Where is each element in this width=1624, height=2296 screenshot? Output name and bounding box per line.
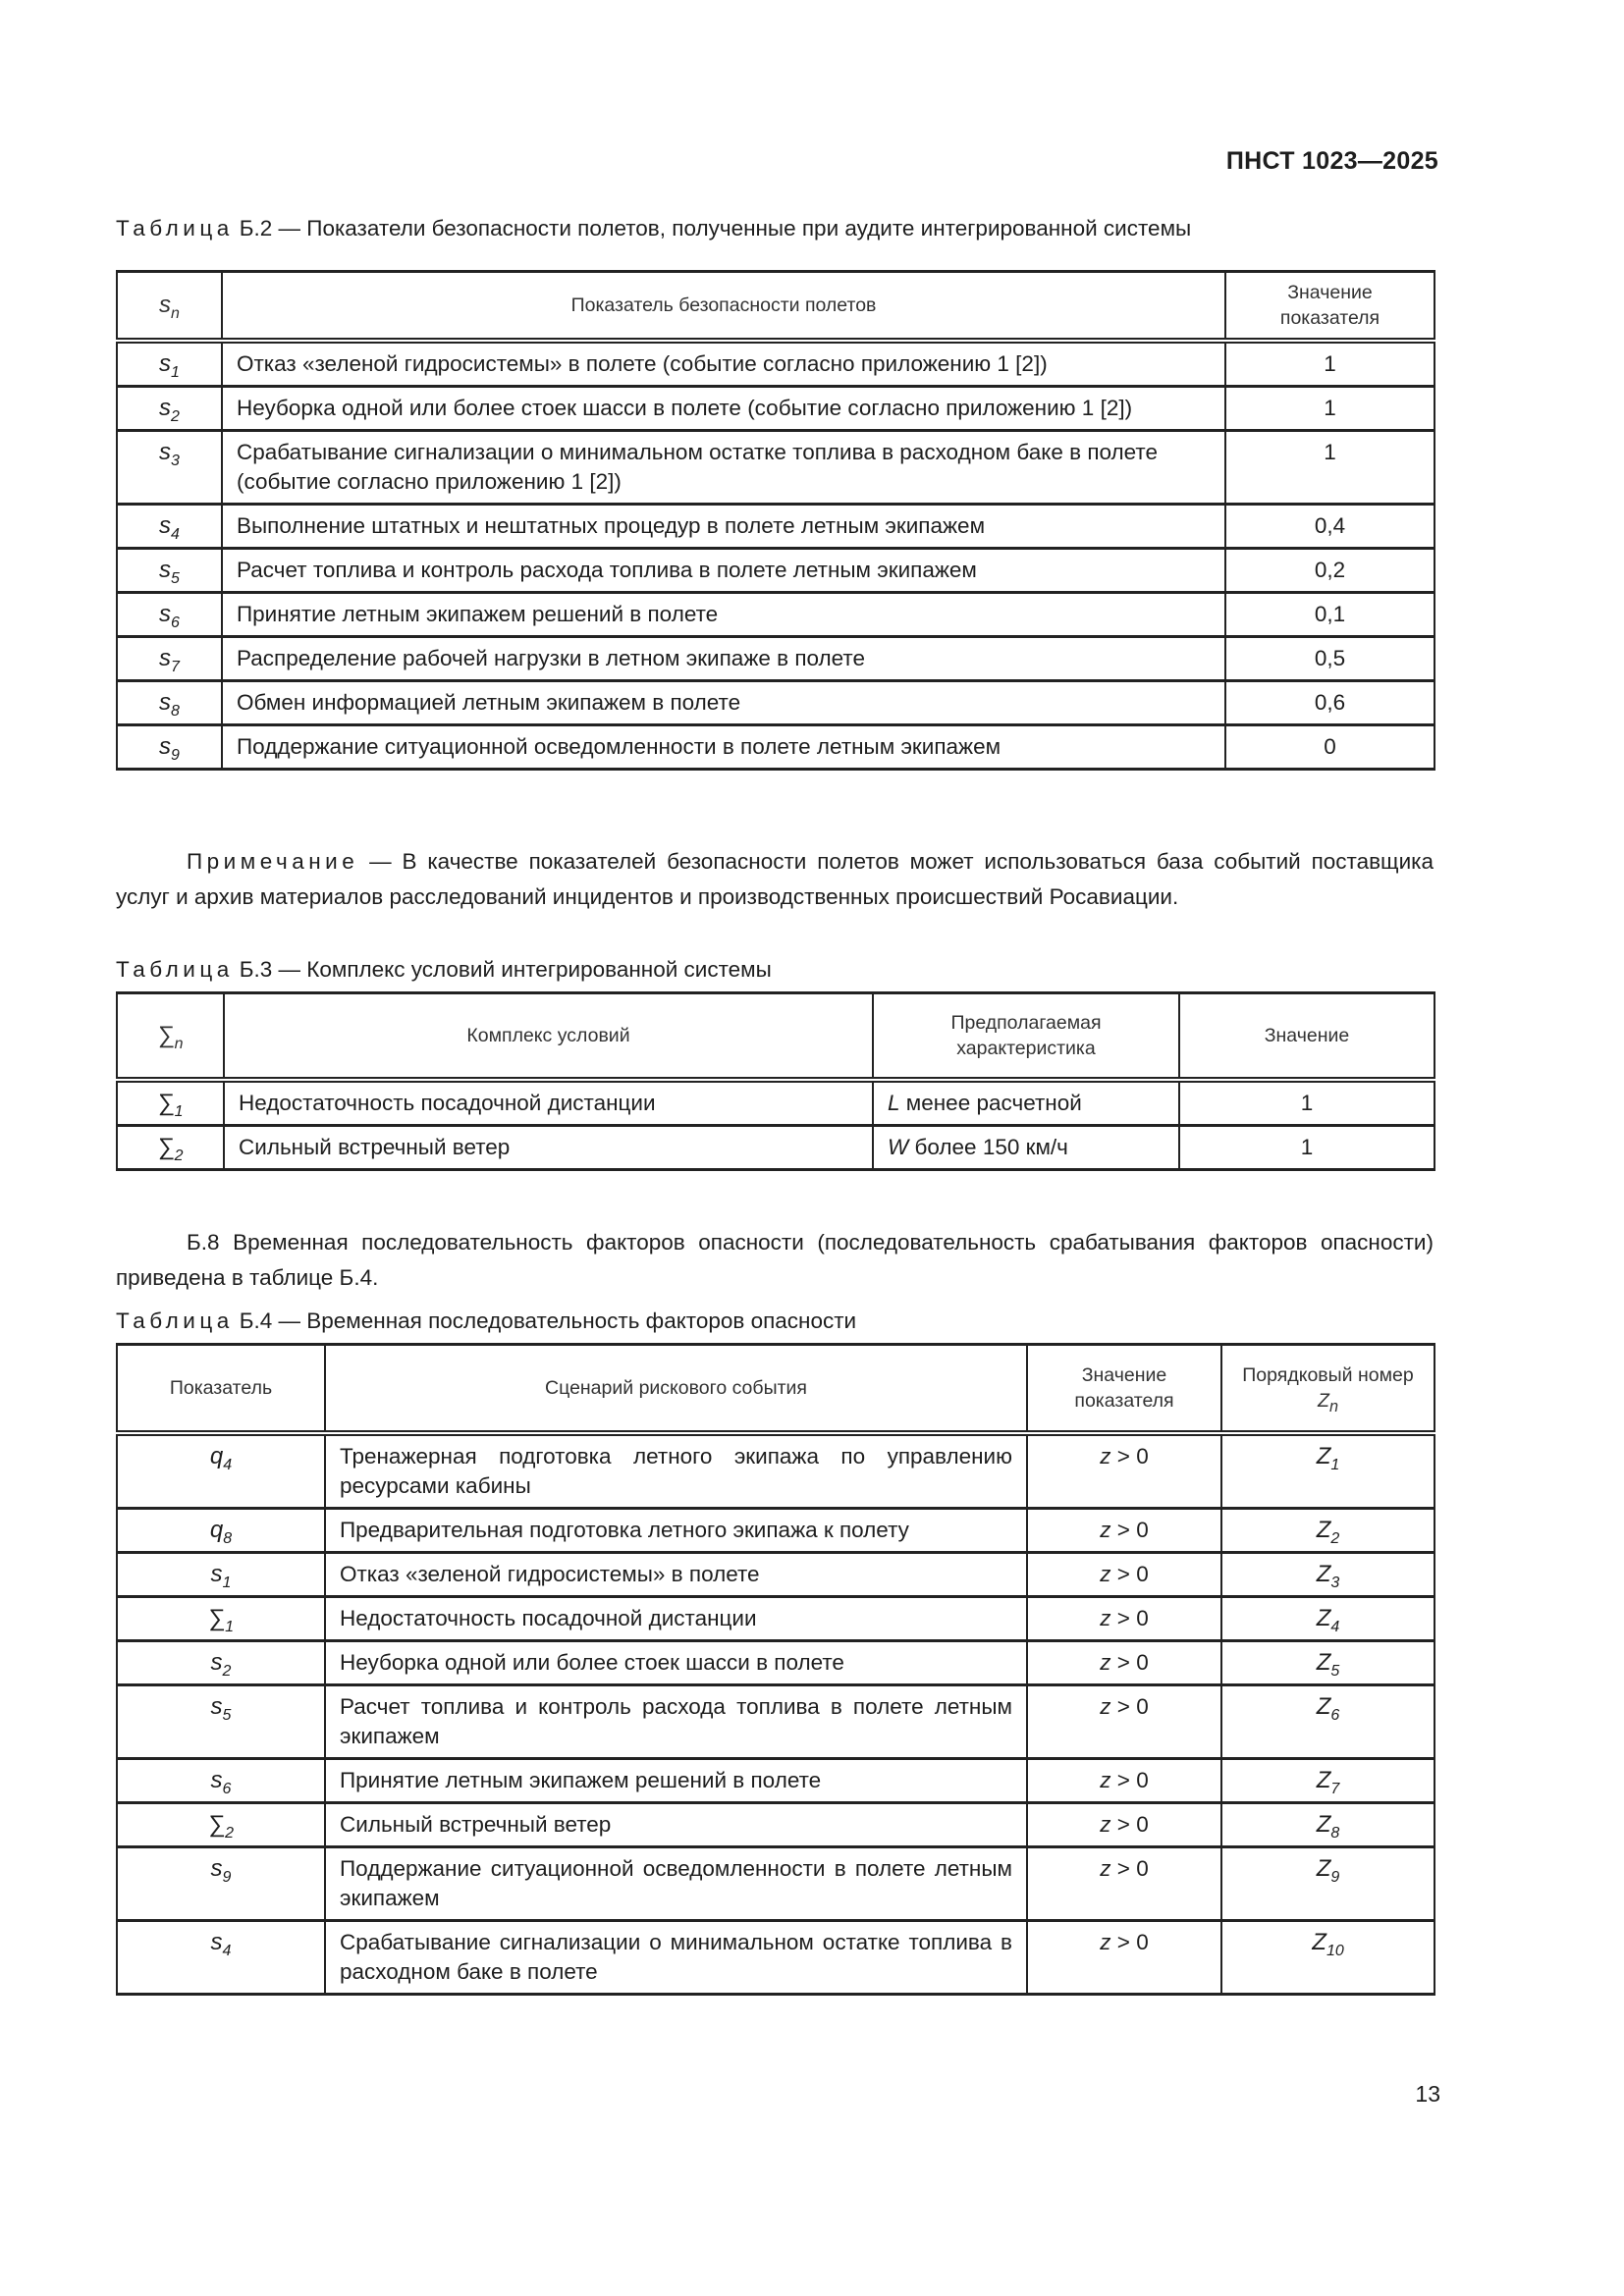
note-label: Примечание <box>187 849 359 874</box>
indicator-text: Принятие летным экипажем решений в полете <box>222 592 1225 636</box>
header-value: Значение показателя <box>1225 272 1435 341</box>
scenario-text: Отказ «зеленой гидросистемы» в полете <box>325 1552 1027 1596</box>
scenario-text: Принятие летным экипажем решений в полете <box>325 1758 1027 1802</box>
indicator-text: Неуборка одной или более стоек шасси в полете (событие согласно приложению 1 [2]) <box>222 386 1225 430</box>
indicator-text: Обмен информацией летным экипажем в полете <box>222 680 1225 724</box>
table-row <box>117 386 1435 430</box>
table-b4 <box>116 1343 1435 1996</box>
indicator-value: z > 0 <box>1027 1596 1221 1640</box>
indicator-value: 0 <box>1225 724 1435 769</box>
header-value: Значение показателя <box>1027 1345 1221 1433</box>
header-symbol: $\sum_n$ <box>117 993 224 1080</box>
indicator-symbol: $q_4$ <box>117 1433 325 1509</box>
indicator-value: 0,2 <box>1225 548 1435 592</box>
condition-value: 1 <box>1179 1125 1435 1169</box>
page-number: 13 <box>1415 2081 1440 2107</box>
indicator-symbol: $s_5$ <box>117 548 222 592</box>
order-number: $Z_8$ <box>1221 1802 1435 1846</box>
indicator-symbol: $s_1$ <box>117 341 222 387</box>
table-row <box>117 341 1435 387</box>
table-row <box>117 1920 1435 1994</box>
scenario-text: Поддержание ситуационной осведомленности в полете летным экипажем <box>325 1846 1027 1920</box>
header-condition: Комплекс условий <box>224 993 873 1080</box>
order-number: $Z_9$ <box>1221 1846 1435 1920</box>
table-b3-caption <box>116 957 772 983</box>
table-row <box>117 430 1435 504</box>
condition-symbol: $\sum_2$ <box>117 1125 224 1169</box>
indicator-value: 1 <box>1225 341 1435 387</box>
caption-text: Б.3 — Комплекс условий интегрированной системы <box>239 957 772 982</box>
order-number: $Z_4$ <box>1221 1596 1435 1640</box>
indicator-symbol: $\sum_2$ <box>117 1802 325 1846</box>
indicator-value: z > 0 <box>1027 1552 1221 1596</box>
table-row <box>117 1640 1435 1684</box>
caption-prefix: Таблица <box>116 1308 234 1333</box>
indicator-text: Выполнение штатных и нештатных процедур в полете летным экипажем <box>222 504 1225 548</box>
indicator-value: 0,1 <box>1225 592 1435 636</box>
indicator-text: Поддержание ситуационной осведомленности в полете летным экипажем <box>222 724 1225 769</box>
condition-value: 1 <box>1179 1080 1435 1126</box>
indicator-symbol: $s_9$ <box>117 1846 325 1920</box>
indicator-value: 0,5 <box>1225 636 1435 680</box>
indicator-symbol: $\sum_1$ <box>117 1596 325 1640</box>
header-indicator: Показатель <box>117 1345 325 1433</box>
condition-text: Недостаточность посадочной дистанции <box>224 1080 873 1126</box>
order-number: $Z_{10}$ <box>1221 1920 1435 1994</box>
caption-text: Б.2 — Показатели безопасности полетов, полученные при аудите интегрированной системы <box>239 216 1192 240</box>
header-order: Порядковый номер $Z_n$ <box>1221 1345 1435 1433</box>
order-number: $Z_1$ <box>1221 1433 1435 1509</box>
document-code: ПНСТ 1023—2025 <box>1225 147 1438 175</box>
indicator-value: 1 <box>1225 430 1435 504</box>
table-b2 <box>116 270 1435 771</box>
caption-text: Б.4 — Временная последовательность факторов опасности <box>239 1308 857 1333</box>
indicator-text: Отказ «зеленой гидросистемы» в полете (событие согласно приложению 1 [2]) <box>222 341 1225 387</box>
table-row <box>117 548 1435 592</box>
scenario-text: Сильный встречный ветер <box>325 1802 1027 1846</box>
indicator-value: z > 0 <box>1027 1640 1221 1684</box>
condition-text: Сильный встречный ветер <box>224 1125 873 1169</box>
indicator-symbol: $s_9$ <box>117 724 222 769</box>
indicator-value: z > 0 <box>1027 1846 1221 1920</box>
indicator-value: z > 0 <box>1027 1508 1221 1552</box>
caption-prefix: Таблица <box>116 957 234 982</box>
indicator-symbol: $s_8$ <box>117 680 222 724</box>
indicator-value: 1 <box>1225 386 1435 430</box>
header-scenario: Сценарий рискового события <box>325 1345 1027 1433</box>
table-row <box>117 1508 1435 1552</box>
indicator-symbol: $s_4$ <box>117 504 222 548</box>
header-indicator: Показатель безопасности полетов <box>222 272 1225 341</box>
indicator-symbol: $s_5$ <box>117 1684 325 1758</box>
condition-symbol: $\sum_1$ <box>117 1080 224 1126</box>
indicator-text: Срабатывание сигнализации о минимальном остатке топлива в расходном баке в полете (событие согласно приложению 1 [2]) <box>222 430 1225 504</box>
header-value: Значение <box>1179 993 1435 1080</box>
indicator-symbol: $s_4$ <box>117 1920 325 1994</box>
header-characteristic: Предполагаемая характеристика <box>873 993 1179 1080</box>
table-row <box>117 1596 1435 1640</box>
indicator-value: 0,4 <box>1225 504 1435 548</box>
indicator-value: z > 0 <box>1027 1758 1221 1802</box>
indicator-symbol: $q_8$ <box>117 1508 325 1552</box>
table-b2-caption <box>116 216 1191 241</box>
indicator-text: Расчет топлива и контроль расхода топлива в полете летным экипажем <box>222 548 1225 592</box>
table-row <box>117 1080 1435 1126</box>
table-row <box>117 636 1435 680</box>
scenario-text: Расчет топлива и контроль расхода топлива в полете летным экипажем <box>325 1684 1027 1758</box>
table-row <box>117 592 1435 636</box>
table-row <box>117 1552 1435 1596</box>
table-row <box>117 1758 1435 1802</box>
table-header-row <box>117 272 1435 341</box>
scenario-text: Срабатывание сигнализации о минимальном остатке топлива в расходном баке в полете <box>325 1920 1027 1994</box>
scenario-text: Недостаточность посадочной дистанции <box>325 1596 1027 1640</box>
paragraph-b8-text: Б.8 Временная последовательность факторов опасности (последовательность срабатывания факторов опасности) приведена в таблице Б.4. <box>116 1230 1434 1290</box>
indicator-symbol: $s_2$ <box>117 386 222 430</box>
indicator-value: z > 0 <box>1027 1433 1221 1509</box>
indicator-symbol: $s_1$ <box>117 1552 325 1596</box>
table-b4-caption <box>116 1308 856 1334</box>
table-row <box>117 504 1435 548</box>
table-b3 <box>116 991 1435 1171</box>
order-number: $Z_7$ <box>1221 1758 1435 1802</box>
indicator-text: Распределение рабочей нагрузки в летном экипаже в полете <box>222 636 1225 680</box>
table-b2-note <box>116 844 1434 915</box>
table-row <box>117 1433 1435 1509</box>
table-row <box>117 1802 1435 1846</box>
order-number: $Z_2$ <box>1221 1508 1435 1552</box>
order-number: $Z_5$ <box>1221 1640 1435 1684</box>
indicator-symbol: $s_2$ <box>117 1640 325 1684</box>
table-row <box>117 1125 1435 1169</box>
header-symbol: $s_n$ <box>117 272 222 341</box>
scenario-text: Тренажерная подготовка летного экипажа по управлению ресурсами кабины <box>325 1433 1027 1509</box>
table-row <box>117 1846 1435 1920</box>
indicator-value: z > 0 <box>1027 1920 1221 1994</box>
paragraph-b8 <box>116 1225 1434 1296</box>
indicator-symbol: $s_3$ <box>117 430 222 504</box>
indicator-value: z > 0 <box>1027 1802 1221 1846</box>
table-row <box>117 1684 1435 1758</box>
order-number: $Z_3$ <box>1221 1552 1435 1596</box>
condition-characteristic: L менее расчетной <box>873 1080 1179 1126</box>
indicator-symbol: $s_6$ <box>117 592 222 636</box>
indicator-symbol: $s_6$ <box>117 1758 325 1802</box>
caption-prefix: Таблица <box>116 216 234 240</box>
indicator-value: z > 0 <box>1027 1684 1221 1758</box>
scenario-text: Неуборка одной или более стоек шасси в полете <box>325 1640 1027 1684</box>
table-row <box>117 680 1435 724</box>
indicator-value: 0,6 <box>1225 680 1435 724</box>
table-row <box>117 724 1435 769</box>
indicator-symbol: $s_7$ <box>117 636 222 680</box>
table-header-row <box>117 993 1435 1080</box>
table-header-row <box>117 1345 1435 1433</box>
scenario-text: Предварительная подготовка летного экипажа к полету <box>325 1508 1027 1552</box>
note-text: — В качестве показателей безопасности полетов может использоваться база событий поставщика услуг и архив материалов расследований инцидентов и производственных происшествий Росавиации. <box>116 849 1434 909</box>
condition-characteristic: W более 150 км/ч <box>873 1125 1179 1169</box>
order-number: $Z_6$ <box>1221 1684 1435 1758</box>
